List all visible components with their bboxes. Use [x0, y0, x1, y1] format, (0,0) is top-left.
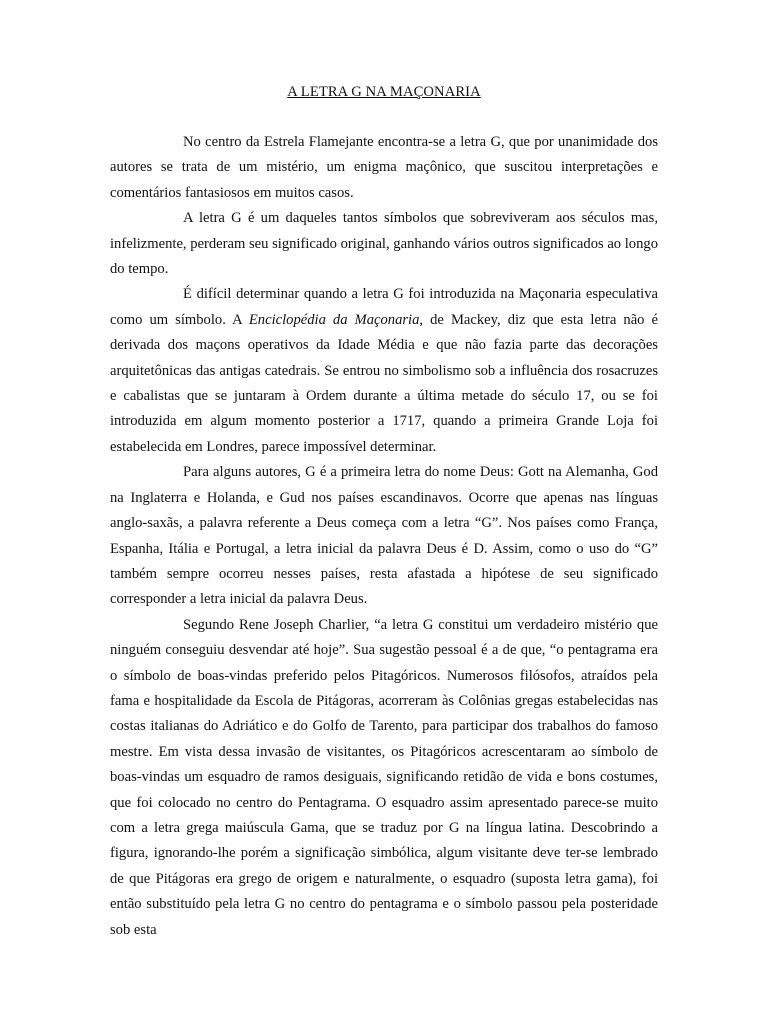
paragraph-1: No centro da Estrela Flamejante encontra-se a letra G, que por unanimidade dos autores se trata de um mistério, um enigma maçônico, que suscitou interpretações e comentários fantasiosos em muitos casos.	[110, 134, 658, 201]
document-page	[110, 80, 658, 943]
paragraph-3-text-after: , de Mackey, diz que esta letra não é derivada dos maçons operativos da Idade Média e que não fazia parte das decorações arquitetônicas das antigas catedrais. Se entrou no simbolismo sob a influência dos rosacruzes e cabalistas que se juntaram à Ordem durante a última metade do século 17, ou se foi introduzida em algum momento posterior a 1717, quando a primeira Grande Loja foi estabelecida em Londres, parece impossível determinar.	[110, 311, 658, 455]
paragraph-2: A letra G é um daqueles tantos símbolos que sobreviveram aos séculos mas, infelizmente, perderam seu significado original, ganhando vários outros significados ao longo do tempo.	[110, 210, 658, 278]
title-spacer	[110, 108, 658, 130]
document-title: A LETRA G NA MAÇONARIA	[287, 84, 481, 100]
paragraph-3	[110, 282, 658, 460]
paragraph-5: Segundo Rene Joseph Charlier, “a letra G constitui um verdadeiro mistério que ninguém conseguiu desvendar até hoje”. Sua sugestão pessoal é a de que, “o pentagrama era o símbolo de boas-vindas preferido pelos Pitagóricos. Numerosos filósofos, atraídos pela fama e hospitalidade da Escola de Pitágoras, acorreram às Colônias gregas estabelecidas nas costas italianas do Adriático e do Golfo de Tarento, para participar dos trabalhos do famoso mestre. Em vista dessa invasão de visitantes, os Pitagóricos acrescentaram ao símbolo de boas-vindas um esquadro de ramos desiguais, significando retidão de vida e bons costumes, que foi colocado no centro do Pentagrama. O esquadro assim apresentado parece-se muito com a letra grega maiúscula Gama, que se traduz por G na língua latina. Descobrindo a figura, ignorando-lhe porém a significação simbólica, algum visitante deve ter-se lembrado de que Pitágoras era grego de origem e naturalmente, o esquadro (suposta letra gama), foi então substituído pela letra G no centro do pentagrama e o símbolo passou pela posteridade sob esta	[110, 616, 658, 938]
paragraph-3-italic-title: Enciclopédia da Maçonaria	[248, 311, 420, 328]
paragraph-3-text-before: É difícil determinar quando a letra G foi introduzida na Maçonaria especulativa como um símbolo. A	[110, 286, 658, 328]
paragraph-4: Para alguns autores, G é a primeira letra do nome Deus: Gott na Alemanha, God na Inglaterra e Holanda, e Gud nos países escandinavos. Ocorre que apenas nas línguas anglo-saxãs, a palavra referente a Deus começa com a letra “G”. Nos países como França, Espanha, Itália e Portugal, a letra inicial da palavra Deus é D. Assim, como o uso do “G” também sempre ocorreu nesses países, resta afastada a hipótese de seu significado corresponder a letra inicial da palavra Deus.	[110, 464, 658, 608]
